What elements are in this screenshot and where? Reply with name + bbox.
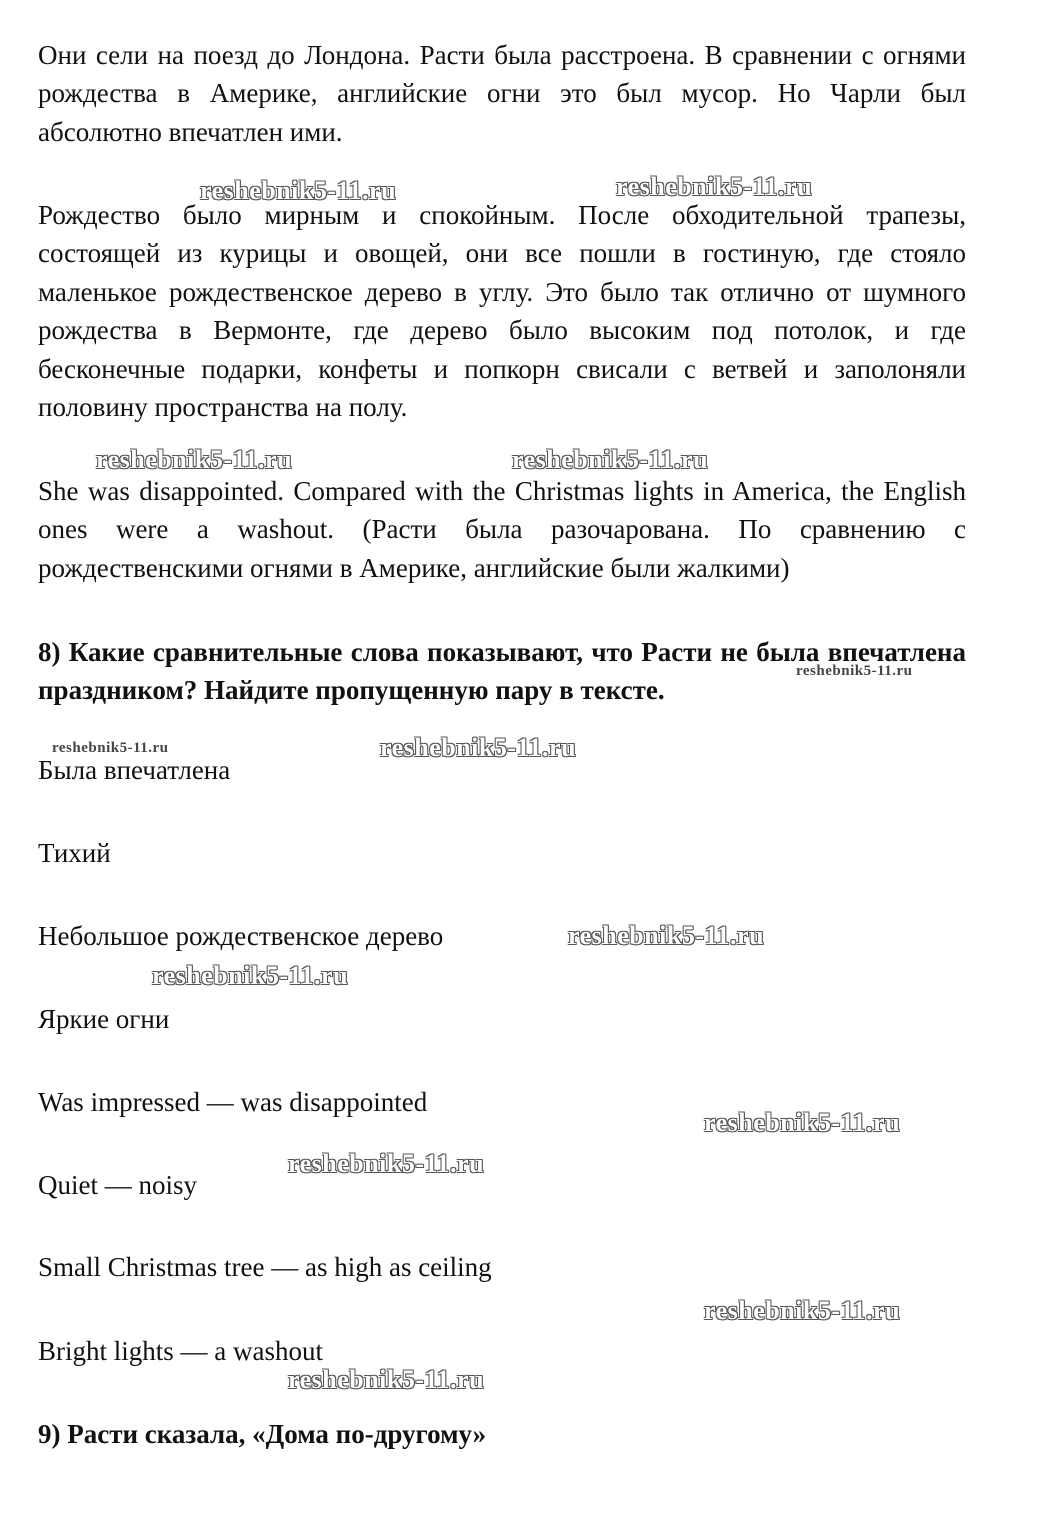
question-9: 9) Расти сказала, «Дома по-другому» (38, 1419, 487, 1449)
watermark: reshebnik5-11.ru (616, 172, 813, 201)
question-8: 8) Какие сравнительные слова показывают, что Расти не была впечатлена праздником? Найдите пропущенную пару в тексте. (38, 637, 966, 705)
answer-item: Bright lights — a washout (38, 1336, 323, 1366)
paragraph-russian-christmas: Рождество было мирным и спокойным. После обходительной трапезы, состоящей из курицы и овощей, они все пошли в гостиную, где стояло маленькое рождественское дерево в углу. Это было так отлично от шумного рождества в Вермонте, где дерево было высоким под потолок, и где бесконечные подарки, конфеты и попкорн свисали с ветвей и заполоняли половину пространства на полу. (38, 200, 966, 423)
watermark: reshebnik5-11.ru (152, 961, 349, 990)
watermark: reshebnik5-11.ru (568, 921, 765, 950)
watermark: reshebnik5-11.ru (288, 1149, 485, 1178)
watermark: reshebnik5-11.ru (288, 1365, 485, 1394)
watermark: reshebnik5-11.ru (380, 733, 577, 762)
answer-item: Quiet — noisy (38, 1170, 197, 1200)
watermark: reshebnik5-11.ru (96, 445, 293, 474)
watermark: reshebnik5-11.ru (200, 176, 397, 205)
watermark: reshebnik5-11.ru (704, 1108, 901, 1137)
watermark: reshebnik5-11.ru (796, 663, 913, 679)
answer-item: Была впечатлена (38, 755, 231, 785)
answer-item: Тихий (38, 838, 111, 868)
answer-item: Was impressed — was disappointed (38, 1087, 428, 1117)
answer-item: Small Christmas tree — as high as ceiling (38, 1252, 492, 1282)
paragraph-english-disappointed: She was disappointed. Compared with the Christmas lights in America, the English ones were a washout. (Расти была разочарована. По сравнению с рождественскими огнями в Америке, английские были жалкими) (38, 476, 966, 583)
watermark: reshebnik5-11.ru (704, 1296, 901, 1325)
paragraph-russian-train: Они сели на поезд до Лондона. Расти была расстроена. В сравнении с огнями рождества в Америке, английские огни это был мусор. Но Чарли был абсолютно впечатлен ими. (38, 40, 966, 147)
answer-item: Небольшое рождественское дерево (38, 921, 444, 951)
watermark: reshebnik5-11.ru (512, 445, 709, 474)
answer-item: Яркие огни (38, 1004, 170, 1034)
watermark: reshebnik5-11.ru (52, 740, 169, 756)
